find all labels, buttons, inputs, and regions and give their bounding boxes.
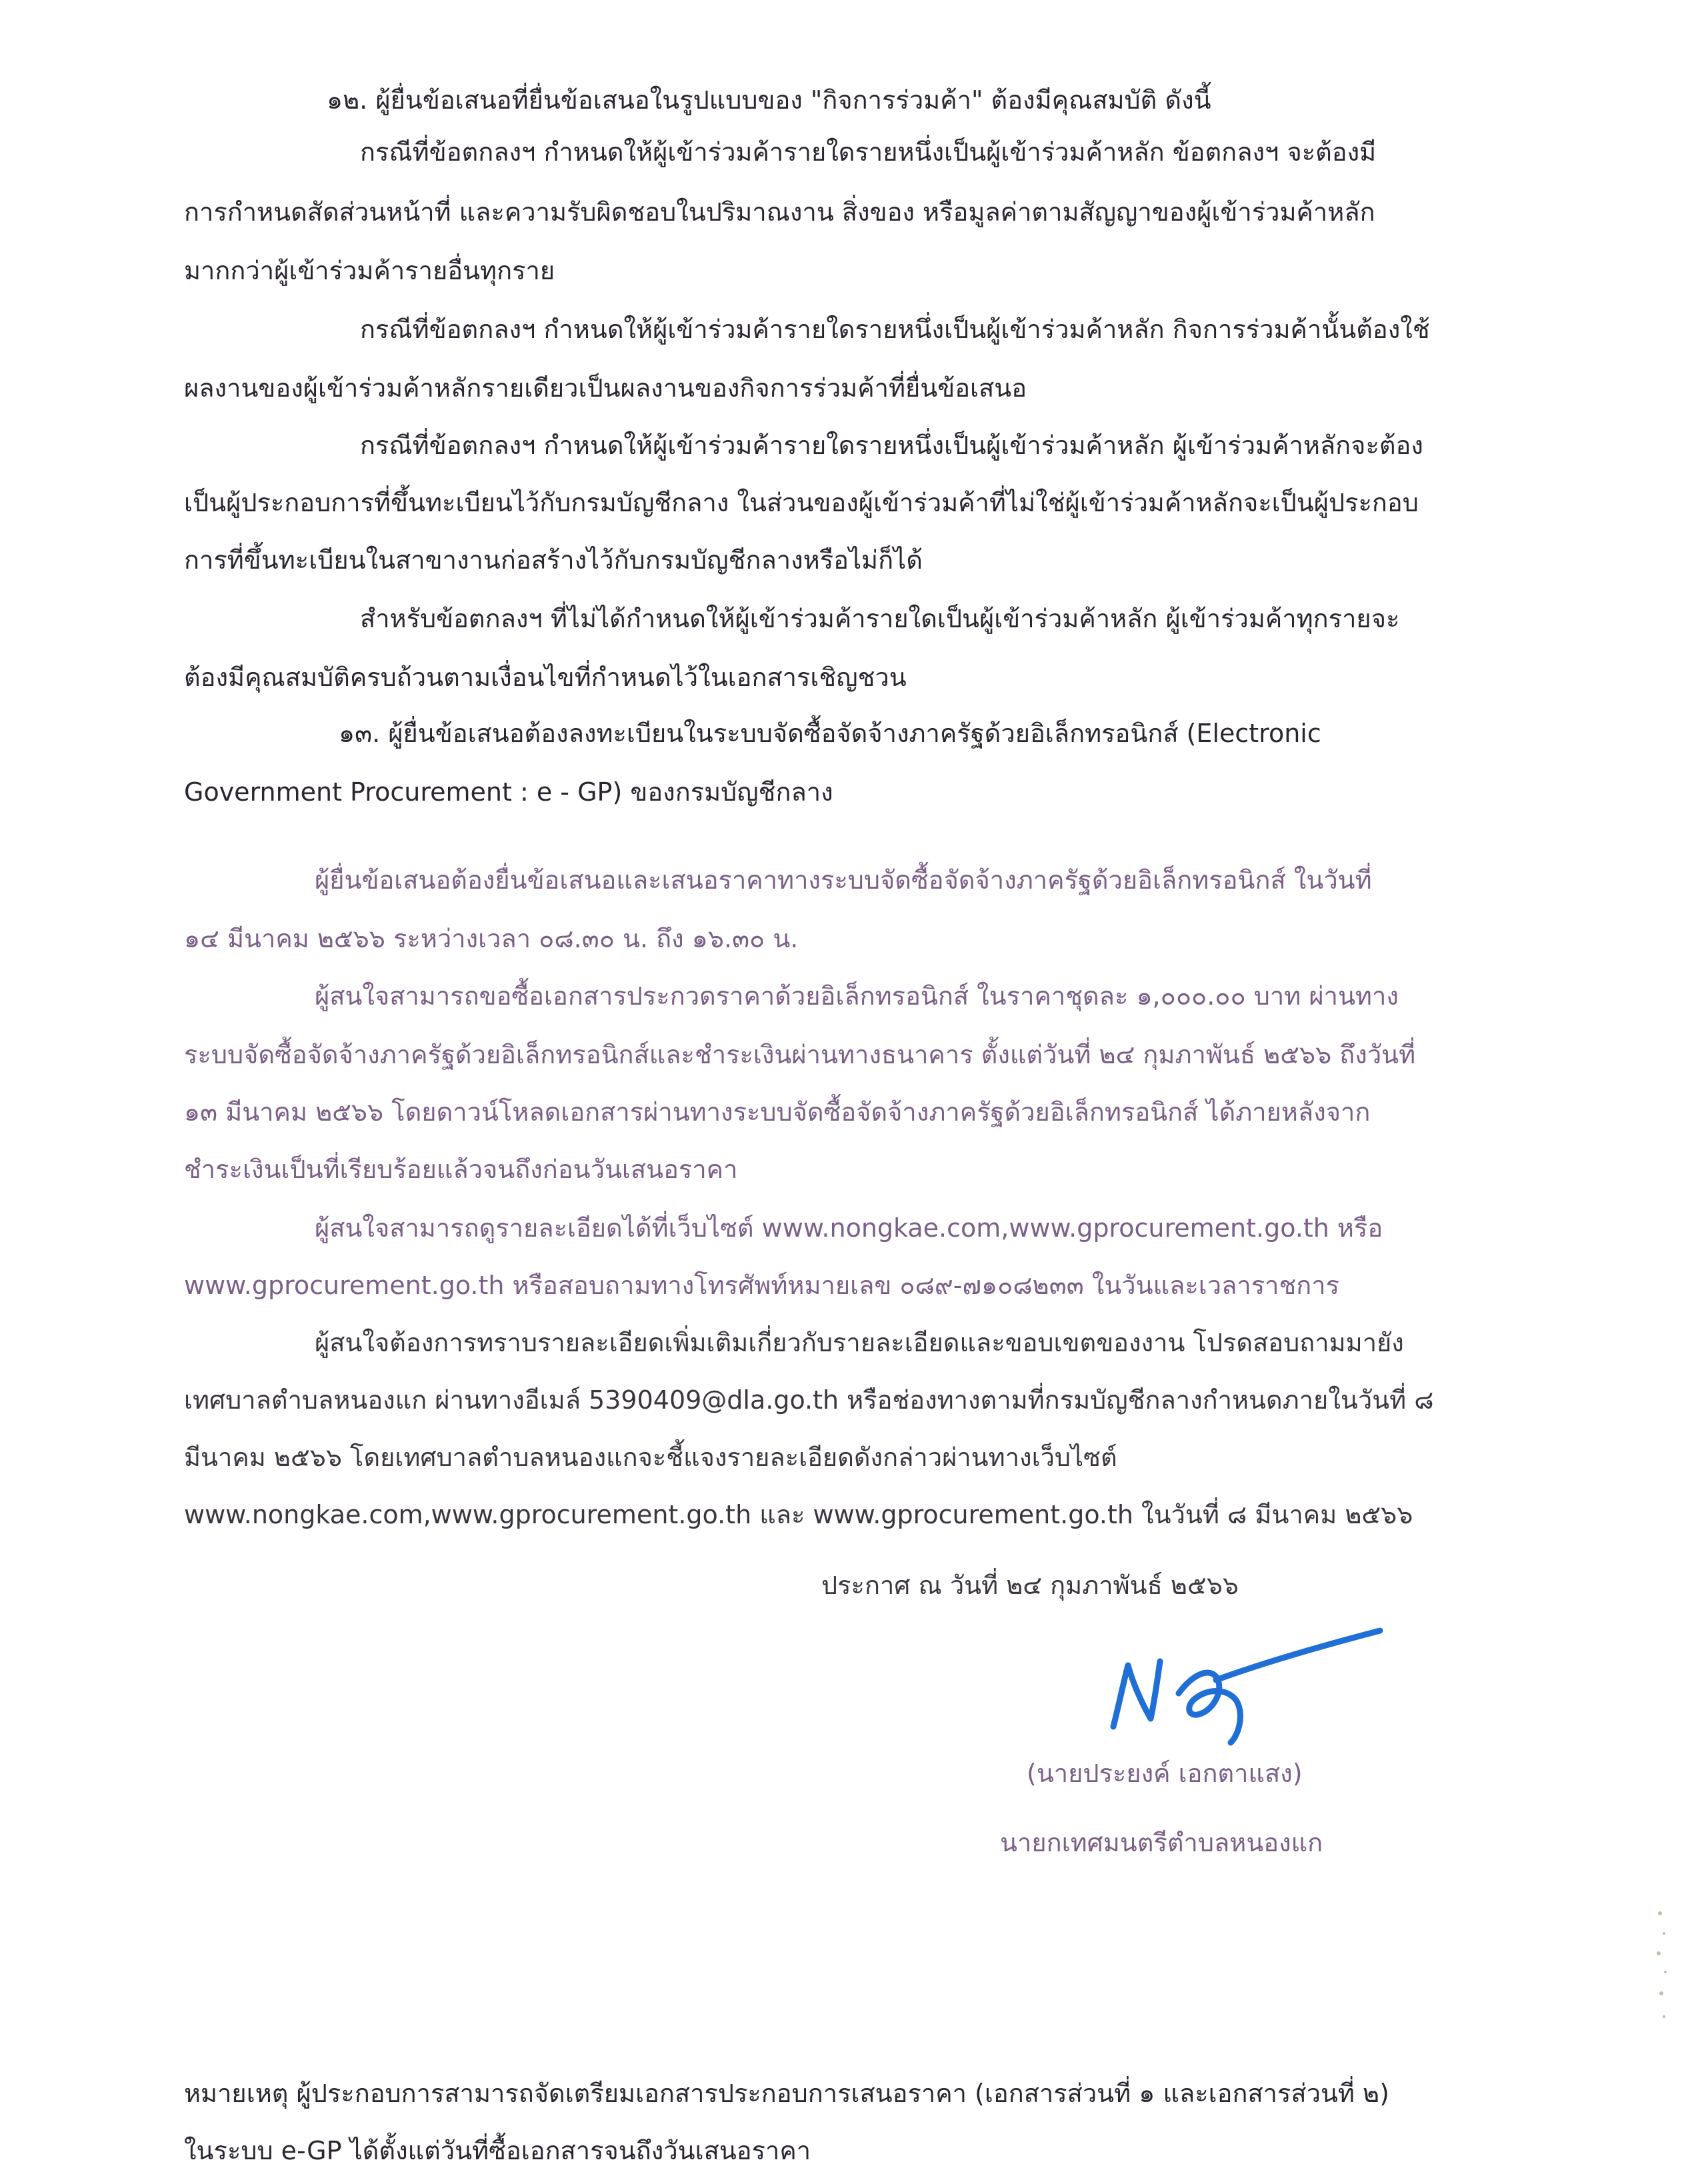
inquiry-line4: www.nongkae.com,www.gprocurement.go.th และ www.gprocurement.go.th ในวันที่ ๘ มีนาคม ๒๕๖๖ bbox=[184, 1500, 1413, 1529]
section-13-line2: Government Procurement : e - GP) ของกรมบัญชีกลาง bbox=[184, 777, 833, 807]
announcement-date: ประกาศ ณ วันที่ ๒๔ กุมภาพันธ์ ๒๕๖๖ bbox=[821, 1571, 1239, 1600]
section-12-case3-line3: การที่ขึ้นทะเบียนในสาขางานก่อสร้างไว้กับกรมบัญชีกลางหรือไม่ก็ได้ bbox=[184, 545, 923, 575]
section-12-title: ๑๒. ผู้ยื่นข้อเสนอที่ยื่นข้อเสนอในรูปแบบของ "กิจการร่วมค้า" ต้องมีคุณสมบัติ ดังนี้ bbox=[327, 85, 1211, 115]
purchase-line3: ๑๓ มีนาคม ๒๕๖๖ โดยดาวน์โหลดเอกสารผ่านทางระบบจัดซื้อจัดจ้างภาครัฐด้วยอิเล็กทรอนิกส์ ได้ภายหลังจาก bbox=[184, 1097, 1371, 1127]
section-13-line1: ๑๓. ผู้ยื่นข้อเสนอต้องลงทะเบียนในระบบจัดซื้อจัดจ้างภาครัฐด้วยอิเล็กทรอนิกส์ (Electronic bbox=[339, 719, 1321, 748]
section-12-case1-line1: กรณีที่ข้อตกลงฯ กำหนดให้ผู้เข้าร่วมค้ารายใดรายหนึ่งเป็นผู้เข้าร่วมค้าหลัก ข้อตกลงฯ จะต้องมี bbox=[360, 137, 1377, 167]
section-12-case4-line2: ต้องมีคุณสมบัติครบถ้วนตามเงื่อนไขที่กำหนดไว้ในเอกสารเชิญชวน bbox=[184, 663, 907, 692]
purchase-line2: ระบบจัดซื้อจัดจ้างภาครัฐด้วยอิเล็กทรอนิกส์และชำระเงินผ่านทางธนาคาร ตั้งแต่วันที่ ๒๔ กุมภาพันธ์ ๒๕๖๖ ถึงวันที่ bbox=[184, 1040, 1416, 1069]
signatory-name: (นายประยงค์ เอกตาแสง) bbox=[1027, 1759, 1303, 1788]
purchase-line1: ผู้สนใจสามารถขอซื้อเอกสารประกวดราคาด้วยอิเล็กทรอนิกส์ ในราคาชุดละ ๑,๐๐๐.๐๐ บาท ผ่านทาง bbox=[315, 981, 1399, 1011]
submission-line1: ผู้ยื่นข้อเสนอต้องยื่นข้อเสนอและเสนอราคาทางระบบจัดซื้อจัดจ้างภาครัฐด้วยอิเล็กทรอนิกส์ ในวันที่ bbox=[315, 865, 1372, 895]
details-line1: ผู้สนใจสามารถดูรายละเอียดได้ที่เว็บไซต์ www.nongkae.com,www.gprocurement.go.th หรือ bbox=[315, 1213, 1383, 1243]
details-line2: www.gprocurement.go.th หรือสอบถามทางโทรศัพท์หมายเลข ๐๘๙-๗๑๐๘๒๓๓ ในวันและเวลาราชการ bbox=[184, 1271, 1340, 1300]
section-12-case2-line1: กรณีที่ข้อตกลงฯ กำหนดให้ผู้เข้าร่วมค้ารายใดรายหนึ่งเป็นผู้เข้าร่วมค้าหลัก กิจการร่วมค้านั้นต้องใช้ bbox=[360, 315, 1430, 344]
signatory-title: นายกเทศมนตรีตำบลหนองแก bbox=[1000, 1828, 1323, 1857]
section-12-case2-line2: ผลงานของผู้เข้าร่วมค้าหลักรายเดียวเป็นผลงานของกิจการร่วมค้าที่ยื่นข้อเสนอ bbox=[184, 373, 1027, 403]
scan-artifact bbox=[1652, 1907, 1672, 2040]
inquiry-line2: เทศบาลตำบลหนองแก ผ่านทางอีเมล์ 5390409@dla.go.th หรือช่องทางตามที่กรมบัญชีกลางกำหนดภายในวันที่ ๘ bbox=[184, 1385, 1434, 1415]
signature-image bbox=[1093, 1600, 1400, 1753]
section-12-case1-line2: การกำหนดสัดส่วนหน้าที่ และความรับผิดชอบในปริมาณงาน สิ่งของ หรือมูลค่าตามสัญญาของผู้เข้าร่วมค้าหลัก bbox=[184, 197, 1375, 227]
purchase-line4: ชำระเงินเป็นที่เรียบร้อยแล้วจนถึงก่อนวันเสนอราคา bbox=[184, 1155, 738, 1184]
section-12-case1-line3: มากกว่าผู้เข้าร่วมค้ารายอื่นทุกราย bbox=[184, 256, 555, 285]
note-line1: หมายเหตุ ผู้ประกอบการสามารถจัดเตรียมเอกสารประกอบการเสนอราคา (เอกสารส่วนที่ ๑ และเอกสารส่วนที่ ๒) bbox=[184, 2079, 1389, 2108]
submission-line2: ๑๔ มีนาคม ๒๕๖๖ ระหว่างเวลา ๐๘.๓๐ น. ถึง ๑๖.๓๐ น. bbox=[184, 924, 799, 953]
section-12-case4-line1: สำหรับข้อตกลงฯ ที่ไม่ได้กำหนดให้ผู้เข้าร่วมค้ารายใดเป็นผู้เข้าร่วมค้าหลัก ผู้เข้าร่วมค้าทุกรายจะ bbox=[360, 604, 1400, 633]
inquiry-line3: มีนาคม ๒๕๖๖ โดยเทศบาลตำบลหนองแกจะชี้แจงรายละเอียดดังกล่าวผ่านทางเว็บไซต์ bbox=[184, 1443, 1117, 1472]
section-12-case3-line2: เป็นผู้ประกอบการที่ขึ้นทะเบียนไว้กับกรมบัญชีกลาง ในส่วนของผู้เข้าร่วมค้าที่ไม่ใช่ผู้เข้าร่วมค้าหลักจะเป็นผู้ประกอบ bbox=[184, 488, 1419, 517]
note-line2: ในระบบ e-GP ได้ตั้งแต่วันที่ซื้อเอกสารจนถึงวันเสนอราคา bbox=[184, 2136, 811, 2165]
inquiry-line1: ผู้สนใจต้องการทราบรายละเอียดเพิ่มเติมเกี่ยวกับรายละเอียดและขอบเขตของงาน โปรดสอบถามมายัง bbox=[315, 1328, 1404, 1357]
section-12-case3-line1: กรณีที่ข้อตกลงฯ กำหนดให้ผู้เข้าร่วมค้ารายใดรายหนึ่งเป็นผู้เข้าร่วมค้าหลัก ผู้เข้าร่วมค้าหลักจะต้อง bbox=[360, 431, 1423, 460]
